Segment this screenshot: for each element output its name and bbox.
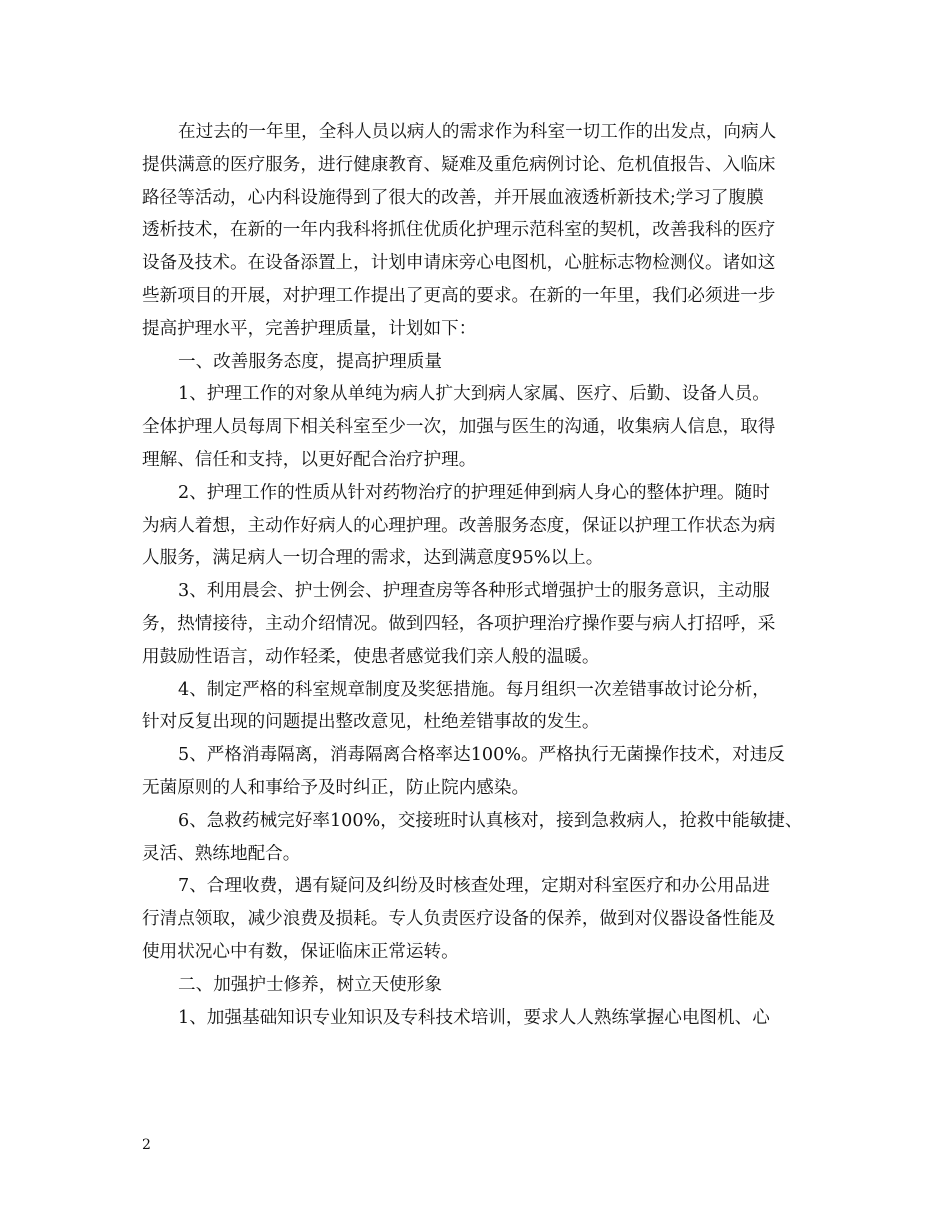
paragraph-line: 理解、信任和支持，以更好配合治疗护理。	[142, 449, 477, 470]
paragraph-line: 透析技术，在新的一年内我科将抓住优质化护理示范科室的契机，改善我科的医疗	[142, 220, 776, 241]
paragraph-line: 设备及技术。在设备添置上，计划申请床旁心电图机，心脏标志物检测仪。诸如这	[142, 253, 776, 274]
paragraph-line: 2、护理工作的性质从针对药物治疗的护理延伸到病人身心的整体护理。随时	[178, 482, 770, 503]
paragraph-line: 全体护理人员每周下相关科室至少一次，加强与医生的沟通，收集病人信息，取得	[142, 417, 776, 438]
paragraph-line: 务，热情接待，主动介绍情况。做到四轻，各项护理治疗操作要与病人打招呼，采	[142, 613, 776, 634]
document-body	[142, 116, 822, 1034]
paragraph-line: 提供满意的医疗服务，进行健康教育、疑难及重危病例讨论、危机值报告、入临床	[142, 154, 776, 175]
paragraph-line: 针对反复出现的问题提出整改意见，杜绝差错事故的发生。	[142, 712, 600, 733]
section-heading: 一、改善服务态度，提高护理质量	[178, 351, 442, 372]
paragraph-line: 7、合理收费，遇有疑问及纠纷及时核查处理，定期对科室医疗和办公用品进	[178, 876, 770, 897]
paragraph-line: 用鼓励性语言，动作轻柔，使患者感觉我们亲人般的温暖。	[142, 646, 600, 667]
section-heading: 二、加强护士修养，树立天使形象	[178, 974, 442, 995]
paragraph-line: 4、制定严格的科室规章制度及奖惩措施。每月组织一次差错事故讨论分析，	[178, 679, 770, 700]
paragraph-line: 提高护理水平，完善护理质量，计划如下：	[142, 318, 477, 339]
paragraph-line: 为病人着想，主动作好病人的心理护理。改善服务态度，保证以护理工作状态为病	[142, 515, 776, 536]
paragraph-line: 1、加强基础知识专业知识及专科技术培训，要求人人熟练掌握心电图机、心	[178, 1007, 770, 1028]
paragraph-line: 在过去的一年里，全科人员以病人的需求作为科室一切工作的出发点，向病人	[178, 122, 777, 142]
paragraph-line: 1、护理工作的对象从单纯为病人扩大到病人家属、医疗、后勤、设备人员。	[178, 384, 770, 405]
paragraph-line: 些新项目的开展，对护理工作提出了更高的要求。在新的一年里，我们必须进一步	[142, 285, 776, 306]
paragraph-line: 人服务，满足病人一切合理的需求，达到满意度95%以上。	[142, 548, 604, 569]
paragraph-line: 灵活、熟练地配合。	[142, 843, 301, 864]
paragraph-line: 行清点领取，减少浪费及损耗。专人负责医疗设备的保养，做到对仪器设备性能及	[142, 909, 776, 930]
paragraph-line: 5、严格消毒隔离，消毒隔离合格率达100%。严格执行无菌操作技术，对违反	[178, 745, 785, 766]
paragraph-line: 使用状况心中有数，保证临床正常运转。	[142, 941, 459, 962]
page-number: 2	[142, 1137, 151, 1153]
paragraph-line: 无菌原则的人和事给予及时纠正，防止院内感染。	[142, 777, 530, 798]
paragraph-line: 3、利用晨会、护士例会、护理查房等各种形式增强护士的服务意识，主动服	[178, 581, 770, 602]
paragraph-line: 路径等活动，心内科设施得到了很大的改善，并开展血液透析新技术;学习了腹膜	[142, 187, 764, 208]
paragraph-line: 6、急救药械完好率100%，交接班时认真核对，接到急救病人，抢救中能敏捷、	[178, 810, 803, 831]
